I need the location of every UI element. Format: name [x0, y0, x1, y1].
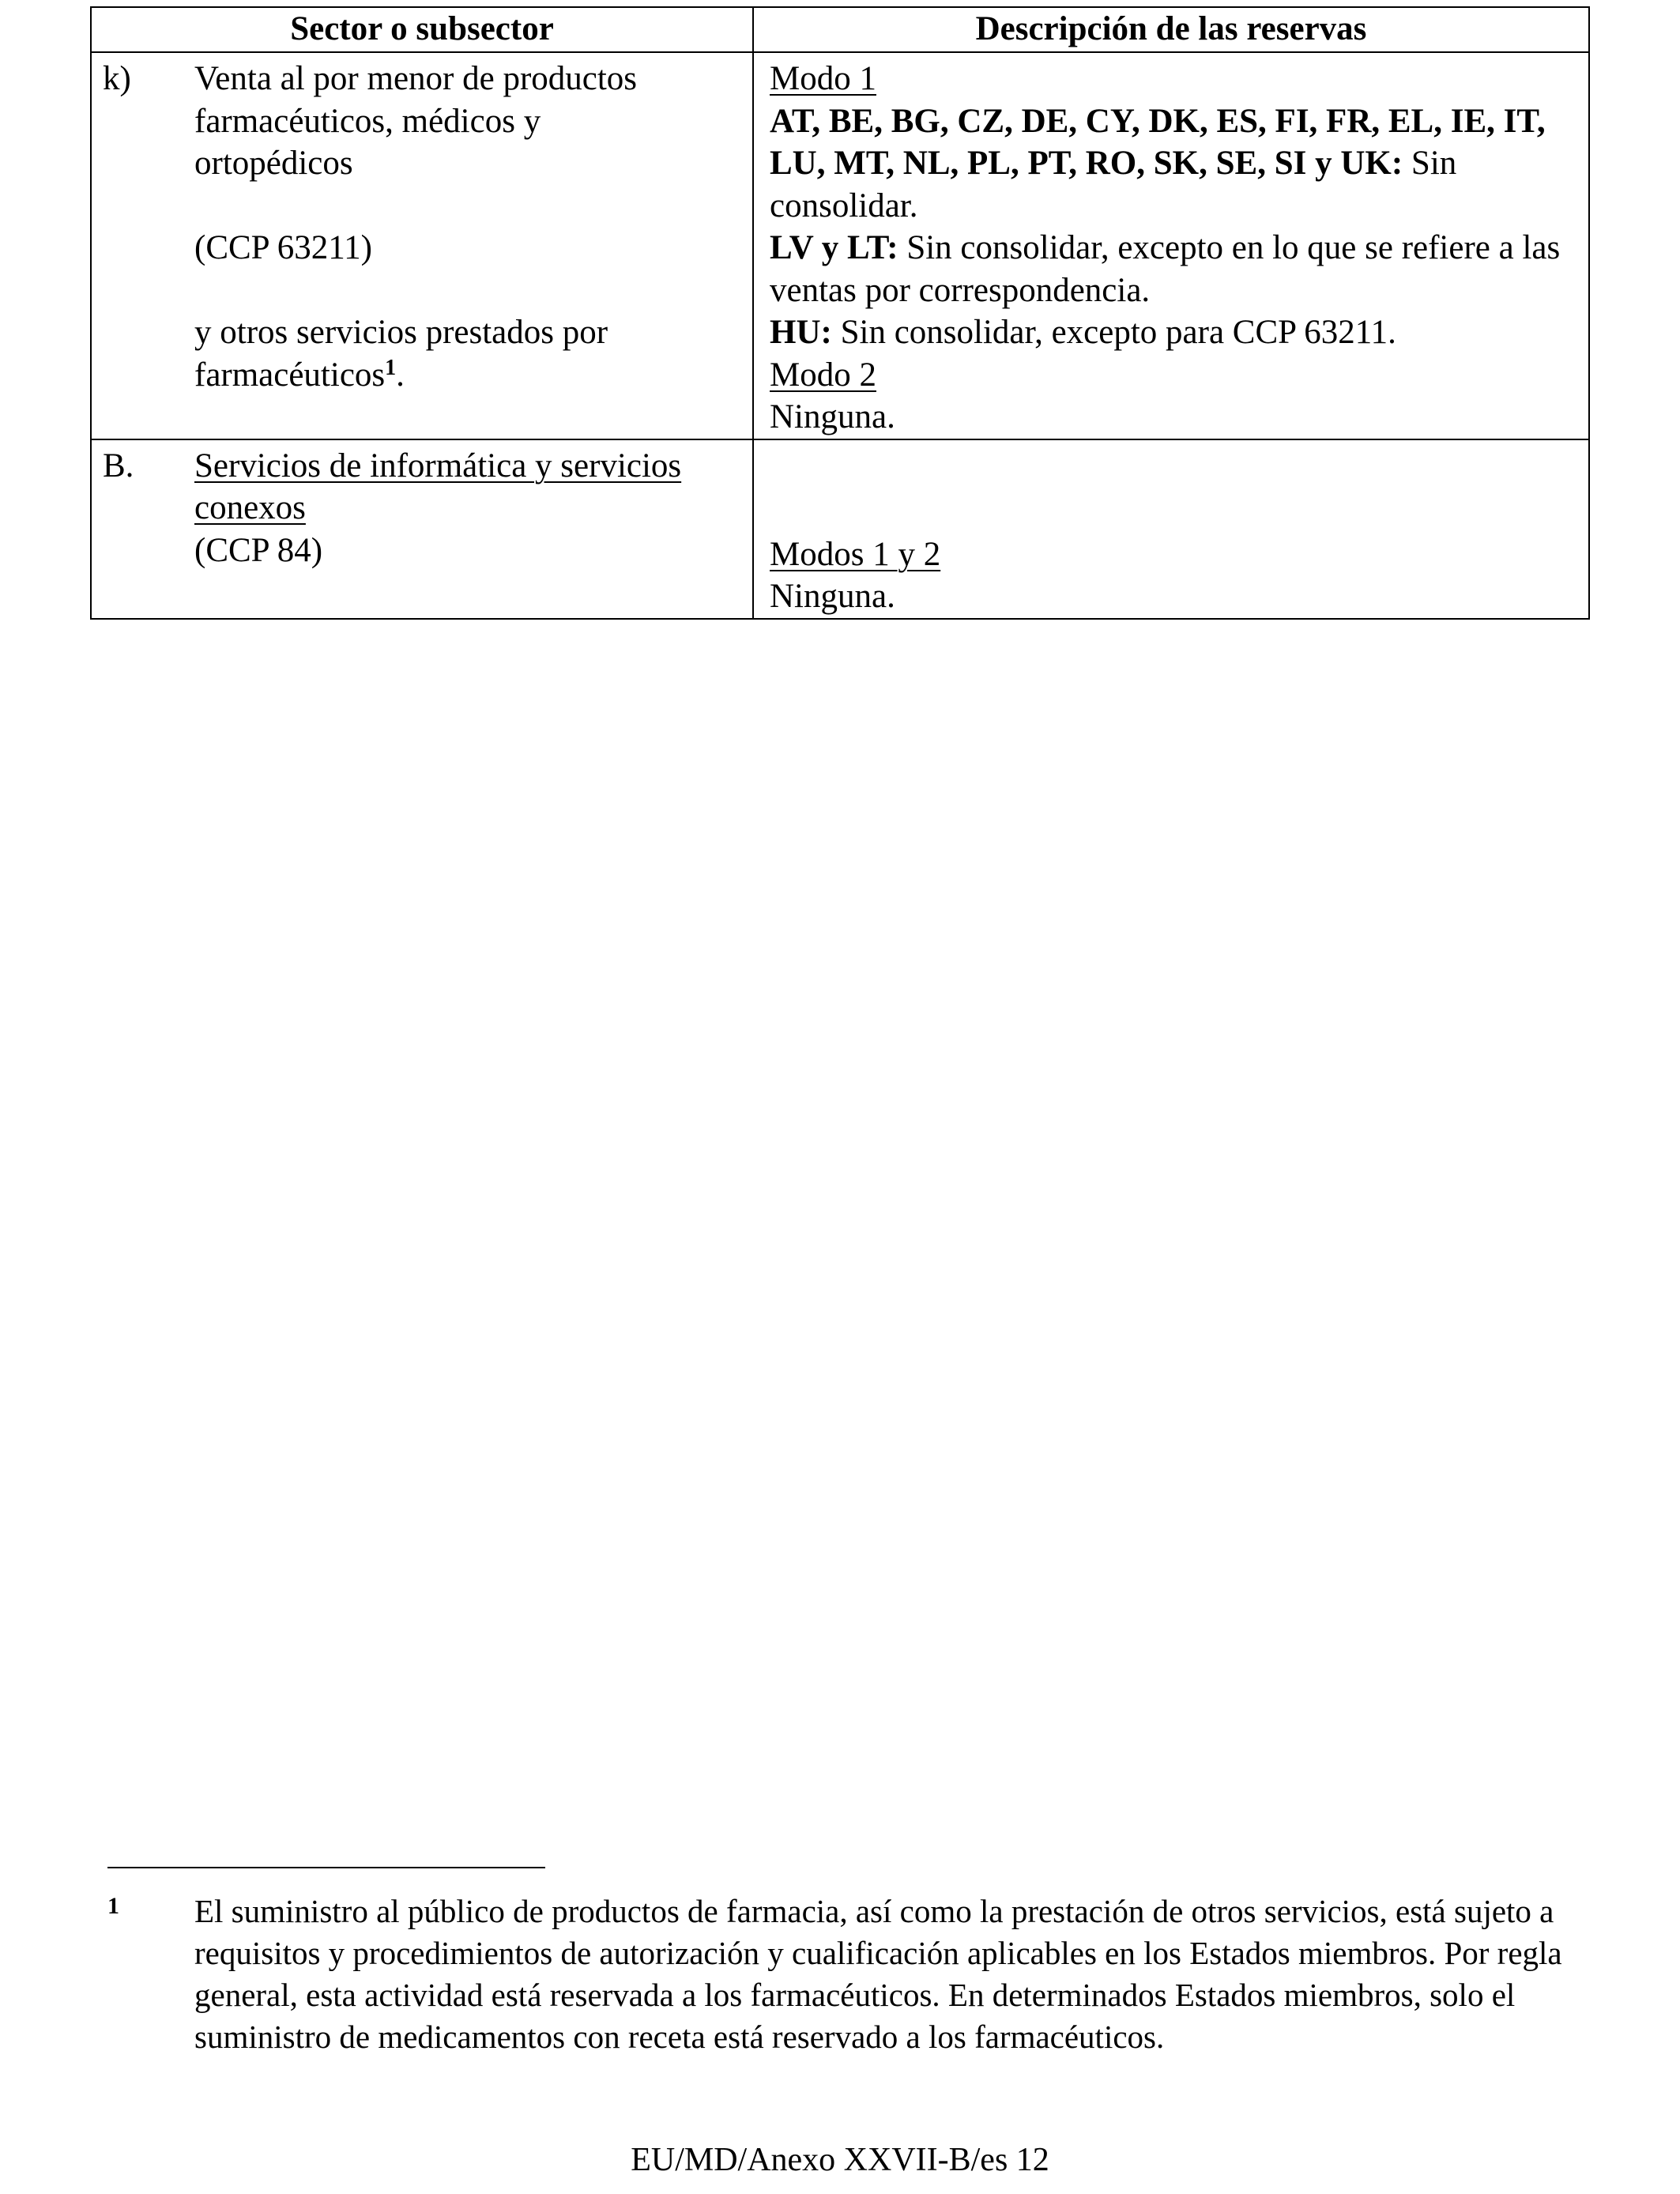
- page-reference: EU/MD/Anexo XXVII-B/es 12: [631, 2142, 1049, 2178]
- sector-title: Servicios de informática y servicios conexos: [194, 447, 682, 526]
- table-row: [91, 52, 1589, 439]
- country-list: LV y LT:: [770, 229, 898, 266]
- reservations-table: [90, 6, 1590, 620]
- sector-code: (CCP 63211): [194, 229, 372, 266]
- reservations-cell: [753, 439, 1589, 619]
- sector-line: Venta al por menor de productos: [194, 60, 638, 97]
- footnote-marker: 1: [107, 1893, 119, 1919]
- item-marker: k): [103, 60, 131, 97]
- header-sector: Sector o subsector: [91, 7, 753, 52]
- sector-code: (CCP 84): [194, 531, 323, 569]
- reservation-text: Sin consolidar, excepto en lo que se refiere a las ventas por correspondencia.: [770, 229, 1561, 309]
- mode-heading: Modos 1 y 2: [770, 535, 941, 573]
- reservation-text: Ninguna.: [770, 398, 895, 435]
- header-description: Descripción de las reservas: [753, 7, 1589, 52]
- footnote-text: El suministro al público de productos de farmacia, así como la prestación de otros servicios, está sujeto a requisitos y procedimientos de autorización y cualificación aplicables en los Estados miembros. Por regla general, esta actividad está reservada a los farmacéuticos. En determinados Estados miembros, solo el suministro de medicamentos con receta está reservado a los farmacéuticos.: [194, 1893, 1562, 2055]
- mode-heading: Modo 2: [770, 356, 876, 394]
- reservations-cell: [753, 52, 1589, 439]
- sentence-end: .: [396, 356, 405, 394]
- country-list: AT, BE, BG, CZ, DE, CY, DK, ES, FI, FR, EL, IE, IT, LU, MT, NL, PL, PT, RO, SK, SE, SI y UK:: [770, 102, 1546, 182]
- mode-heading: Modo 1: [770, 60, 876, 97]
- footnote: [107, 1891, 1569, 2058]
- sector-cell: [91, 439, 753, 619]
- sector-line: ortopédicos: [194, 145, 353, 182]
- reservation-text: Sin consolidar.: [770, 145, 1457, 224]
- country-list: HU:: [770, 314, 832, 351]
- sector-line: farmacéuticos, médicos y: [194, 102, 541, 140]
- table-header-row: [91, 7, 1589, 52]
- sector-line: farmacéuticos: [194, 356, 386, 394]
- reservation-text: Sin consolidar, excepto para CCP 63211.: [840, 314, 1396, 351]
- sector-cell: [91, 52, 753, 439]
- footnote-reference[interactable]: 1: [385, 355, 397, 380]
- footnote-separator: [107, 1867, 545, 1868]
- table-row: [91, 439, 1589, 619]
- item-marker: B.: [103, 447, 134, 484]
- sector-line: y otros servicios prestados por: [194, 314, 608, 351]
- reservation-text: Ninguna.: [770, 578, 895, 615]
